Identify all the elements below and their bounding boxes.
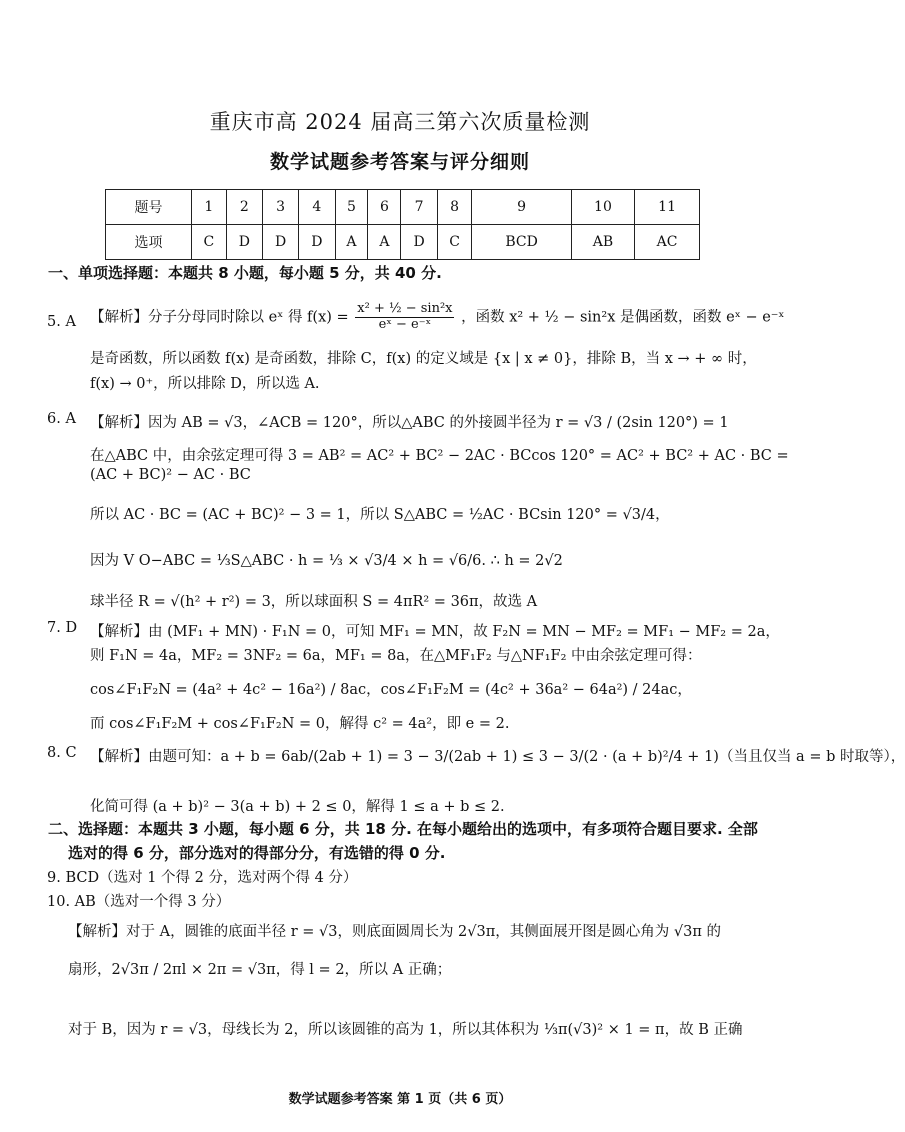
q5-line1 [90,302,785,333]
row-label: 选项 [106,225,192,260]
answer-option: BCD [472,225,571,260]
q6-line3: (AC + BC)² − AC · BC [90,467,251,483]
page-footer: 数学试题参考答案 第 1 页（共 6 页） [288,1092,512,1107]
question-number: 9 [472,190,571,225]
q5-text-a: 【解析】分子分母同时除以 eˣ 得 f(x) = [90,309,349,326]
q9-line: 9. BCD（选对 1 个得 2 分，选对两个得 4 分） [47,870,358,886]
answer-option: D [299,225,335,260]
q5-numerator: x² + ½ − sin²x [357,301,453,316]
q8-line2: 化简可得 (a + b)² − 3(a + b) + 2 ≤ 0，解得 1 ≤ a + b ≤ 2. [90,799,505,815]
page-title: 重庆市高 2024 届高三第六次质量检测 [209,110,591,134]
row-label: 题号 [106,190,192,225]
answer-option: D [401,225,437,260]
section-heading-1: 一、单项选择题：本题共 8 小题，每小题 5 分，共 40 分. [48,264,442,282]
answer-option: C [191,225,226,260]
q6-line6: 球半径 R = √(h² + r²) = 3，所以球面积 S = 4πR² = 36π，故选 A [90,594,538,610]
q6-line5: 因为 V O−ABC = ⅓S△ABC · h = ⅓ × √3/4 × h = √6/6. ∴ h = 2√2 [90,553,563,569]
q6-line1: 【解析】因为 AB = √3，∠ACB = 120°，所以△ABC 的外接圆半径为 r = √3 / (2sin 120°) = 1 [90,415,729,431]
question-number: 5 [335,190,368,225]
q6-label: 6. A [47,411,76,427]
question-number: 8 [437,190,472,225]
section-heading-2-line1: 二、选择题：本题共 3 小题，每小题 6 分，共 18 分. 在每小题给出的选项中，有多项符合题目要求. 全部 [48,820,758,838]
q8-line1: 【解析】由题可知：a + b = 6ab/(2ab + 1) = 3 − 3/(2ab + 1) ≤ 3 − 3/(2 · (a + b)²/4 + 1)（当且仅当 a = b 时取等）， [90,749,905,765]
q5-fraction [355,302,454,333]
table-row-numbers [106,190,700,225]
answer-option: A [335,225,368,260]
q7-line1: 【解析】由 (MF₁ + MN) · F₁N = 0，可知 MF₁ = MN，故 F₂N = MN − MF₂ = MF₁ − MF₂ = 2a， [90,624,780,640]
q5-line3: f(x) → 0⁺，所以排除 D，所以选 A. [90,376,320,392]
q6-line2: 在△ABC 中，由余弦定理可得 3 = AB² = AC² + BC² − 2AC · BCcos 120° = AC² + BC² + AC · BC = [90,448,789,464]
answer-option: AB [571,225,634,260]
q7-line2: 则 F₁N = 4a，MF₂ = 3NF₂ = 6a，MF₁ = 8a，在△MF₁F₂ 与△NF₁F₂ 中由余弦定理可得： [90,648,702,664]
question-number: 11 [635,190,700,225]
answer-option: AC [635,225,700,260]
section-heading-2-line2: 选对的得 6 分，部分选对的得部分分，有选错的得 0 分. [68,844,446,862]
q10-line2: 扇形，2√3π / 2πl × 2π = √3π，得 l = 2，所以 A 正确； [68,962,452,978]
answer-table [105,189,700,260]
q7-line3: cos∠F₁F₂N = (4a² + 4c² − 16a²) / 8ac，cos∠F₁F₂M = (4c² + 36a² − 64a²) / 24ac， [90,682,692,698]
answer-option: D [226,225,262,260]
q5-label: 5. A [47,314,76,330]
question-number: 6 [368,190,401,225]
q7-label: 7. D [47,620,78,636]
q10-label: 10. AB（选对一个得 3 分） [47,894,231,910]
question-number: 3 [262,190,298,225]
q10-line1: 【解析】对于 A，圆锥的底面半径 r = √3，则底面圆周长为 2√3π，其侧面展开图是圆心角为 √3π 的 [68,924,721,940]
q8-label: 8. C [47,745,77,761]
q5-text-b: ，函数 x² + ½ − sin²x 是偶函数，函数 eˣ − e⁻ˣ [461,309,785,326]
answer-option: D [262,225,298,260]
q7-line4: 而 cos∠F₁F₂M + cos∠F₁F₂N = 0，解得 c² = 4a²，即 e = 2. [90,716,510,732]
q10-line3: 对于 B，因为 r = √3，母线长为 2，所以该圆锥的高为 1，所以其体积为 ⅓π(√3)² × 1 = π，故 B 正确 [68,1022,743,1038]
q5-line2: 是奇函数，所以函数 f(x) 是奇函数，排除 C，f(x) 的定义域是 {x | x ≠ 0}，排除 B，当 x → + ∞ 时， [90,351,757,367]
question-number: 7 [401,190,437,225]
answer-option: A [368,225,401,260]
question-number: 10 [571,190,634,225]
table-row-options [106,225,700,260]
q5-denominator: eˣ − e⁻ˣ [378,316,432,332]
question-number: 1 [191,190,226,225]
question-number: 2 [226,190,262,225]
q6-line4: 所以 AC · BC = (AC + BC)² − 3 = 1，所以 S△ABC = ½AC · BCsin 120° = √3/4， [90,507,670,523]
answer-option: C [437,225,472,260]
page-subtitle: 数学试题参考答案与评分细则 [269,151,530,173]
question-number: 4 [299,190,335,225]
